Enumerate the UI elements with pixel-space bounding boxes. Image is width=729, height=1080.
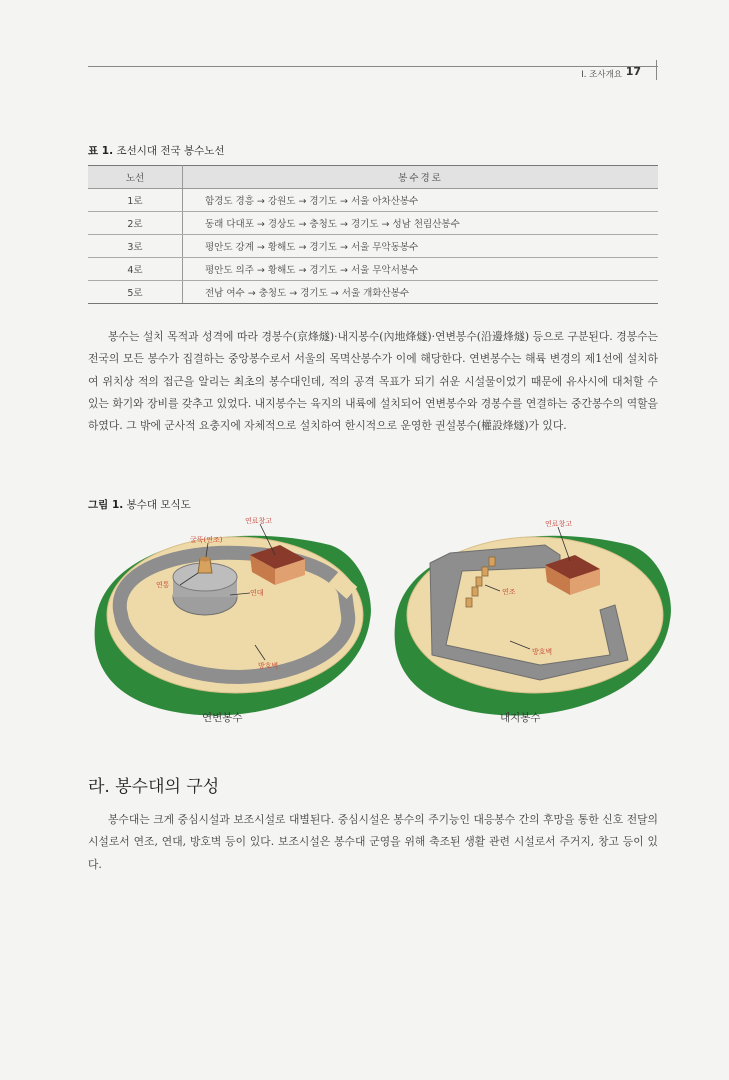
table-caption-text: 조선시대 전국 봉수노선 xyxy=(116,145,225,157)
table-row xyxy=(88,258,658,281)
route-path: 함경도 경흥 → 강원도 → 경기도 → 서울 아차산봉수 xyxy=(183,189,659,212)
table-row xyxy=(88,189,658,212)
label-wall-left: 방호벽 xyxy=(258,662,279,670)
body-paragraph-types: 봉수는 설치 목적과 성격에 따라 경봉수(京烽燧)·내지봉수(內地烽燧)·연변봉수(沿邊烽燧) 등으로 구분된다. 경봉수는 전국의 모든 봉수가 집결하는 중앙봉수로서 서울의 목멱산봉수가 이에 해당한다. 연변봉수는 해륙 변경의 제1선에 설치하여 위치상 적의 접근을 알리는 최초의 봉수대인데, 적의 공격 목표가 되기 쉬운 시설물이었기 때문에 유사시에 대처할 수 있는 화기와 장비를 갖추고 있었다. 내지봉수는 육지의 내륙에 설치되어 연변봉수와 경봉수를 연결하는 중간봉수의 역할을 하였다. 그 밖에 군사적 요충지에 자체적으로 설치하여 한시적으로 운영한 권설봉수(權設烽燧)가 있다. xyxy=(88,330,658,433)
route-table xyxy=(88,165,658,304)
table-row xyxy=(88,235,658,258)
figure-right-title: 내지봉수 xyxy=(500,712,541,724)
table-caption xyxy=(88,143,225,158)
label-wall-right: 방호벽 xyxy=(532,648,553,656)
label-platform-left: 연대 xyxy=(250,589,264,597)
header-rule xyxy=(88,66,658,67)
label-chimney-right: 연조 xyxy=(502,588,516,596)
route-number: 5로 xyxy=(88,281,183,304)
section-heading: 라. 봉수대의 구성 xyxy=(88,777,220,797)
beacon-diagram xyxy=(90,510,690,740)
coastal-beacon-illustration xyxy=(95,516,371,716)
route-number: 2로 xyxy=(88,212,183,235)
table-row xyxy=(88,212,658,235)
table-header-row xyxy=(88,166,658,189)
label-storage-right: 연료창고 xyxy=(545,520,573,528)
col-header-path: 봉수경로 xyxy=(183,166,659,189)
running-header: Ⅰ. 조사개요 xyxy=(581,70,622,80)
header-divider xyxy=(656,60,657,80)
inland-beacon-illustration xyxy=(395,519,671,716)
route-path: 전남 여수 → 충청도 → 경기도 → 서울 개화산봉수 xyxy=(183,281,659,304)
figure-caption-label: 그림 1. xyxy=(88,499,124,511)
page-number: 17 xyxy=(625,65,641,78)
route-path: 평안도 강계 → 황해도 → 경기도 → 서울 무악동봉수 xyxy=(183,235,659,258)
table-caption-label: 표 1. xyxy=(88,145,114,157)
route-number: 1로 xyxy=(88,189,183,212)
route-path: 동래 다대포 → 경상도 → 충청도 → 경기도 → 성남 천림산봉수 xyxy=(183,212,659,235)
label-storage-left: 연료창고 xyxy=(245,517,273,525)
body-paragraph-composition: 봉수대는 크게 중심시설과 보조시설로 대별된다. 중심시설은 봉수의 주기능인 대응봉수 간의 후망을 통한 신호 전달의 시설로서 연조, 연대, 방호벽 등이 있다. 보조시설은 봉수대 군영을 위해 축조된 생활 관련 시설로서 주거지, 창고 등이 있다. xyxy=(88,813,658,871)
label-chimney-left: 연통 xyxy=(156,581,170,589)
col-header-route: 노선 xyxy=(88,166,183,189)
table-row xyxy=(88,281,658,304)
figure-left-title: 연변봉수 xyxy=(202,712,243,724)
route-number: 4로 xyxy=(88,258,183,281)
route-number: 3로 xyxy=(88,235,183,258)
label-smokehole-left: 굴뚝(연조) xyxy=(190,536,223,544)
route-path: 평안도 의주 → 황해도 → 경기도 → 서울 무악서봉수 xyxy=(183,258,659,281)
figure-caption-text: 봉수대 모식도 xyxy=(126,499,191,511)
